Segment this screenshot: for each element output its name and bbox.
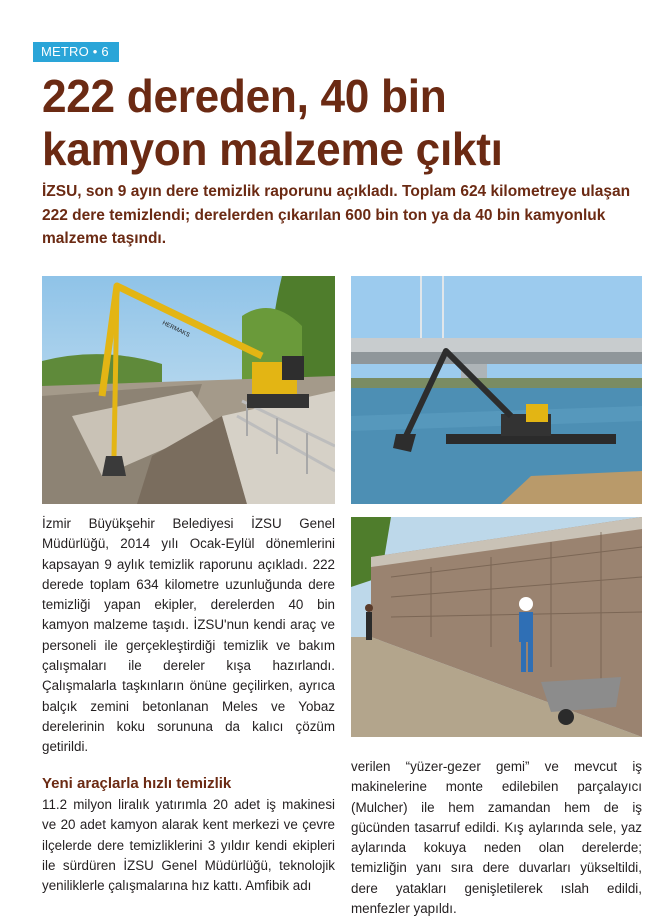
section-name: METRO bbox=[41, 44, 89, 59]
page-number: 6 bbox=[101, 44, 109, 59]
section-separator: • bbox=[92, 44, 98, 59]
headline bbox=[42, 70, 608, 176]
headline-line-2: kamyon malzeme çıktı bbox=[42, 123, 503, 175]
headline-line-1: 222 dereden, 40 bin bbox=[42, 70, 447, 122]
body-paragraph-3: verilen “yüzer-gezer gemi” ve mevcut iş makinelerine monte edilebilen parçalayıcı (Mulcher) ile hem zamandan hem de iş gücünden tasarruf edildi. Kış aylarında sele, yaz aylarında kokuya neden olan derelerde; temizliğin yanı sıra dere duvarları yükseltildi, dere yatakları genişletilerek ıslah edildi, menfezler yapıldı. bbox=[351, 759, 642, 917]
subheading: Yeni araçlarla hızlı temizlik bbox=[42, 775, 232, 792]
photo-amphibious-excavator bbox=[351, 276, 642, 504]
lede: İZSU, son 9 ayın dere temizlik raporunu açıkladı. Toplam 624 kilometreye ulaşan 222 dere temizlendi; derelerden çıkarılan 600 bin ton ya da 40 bin kamyonluk malzeme taşındı. bbox=[42, 183, 631, 247]
photo-excavator-channel bbox=[42, 276, 335, 504]
photo-retaining-wall bbox=[351, 517, 642, 737]
body-paragraph-1: İzmir Büyükşehir Belediyesi İZSU Genel Müdürlüğü, 2014 yılı Ocak-Eylül dönemlerini kapsayan 9 aylık temizlik raporunu açıkladı. 222 derede toplam 634 kilometre uzunluğunda dere temizliği yapan ekipler, derelerden 40 bin kamyon malzeme taşıdı. İZSU'nun kendi araç ve personeli ile gerçekleştirdiği temizlik ve bakım çalışmaları ile dereler kışa hazırlandı. Çalışmalarla taşkınların önüne geçilirken, ayrıca balçık zemini betonlanan Meles ve Yobaz derelerinin koku sorununa da kalıcı çözüm getirildi. bbox=[42, 516, 335, 755]
section-tag bbox=[33, 42, 119, 62]
excavator-brand-label: HERMAKS bbox=[161, 320, 191, 339]
body-paragraph-2: 11.2 milyon liralık yatırımla 20 adet iş makinesi ve 20 adet kamyon alarak kent merkezi ve çevre ilçelerde dere temizliklerini 3 yıldır kendi ekipleri ile sürdüren İZSU Genel Müdürlüğü, teknolojik yeniliklerle çalışmalarına hız kattı. Amfibik adı bbox=[42, 797, 335, 894]
